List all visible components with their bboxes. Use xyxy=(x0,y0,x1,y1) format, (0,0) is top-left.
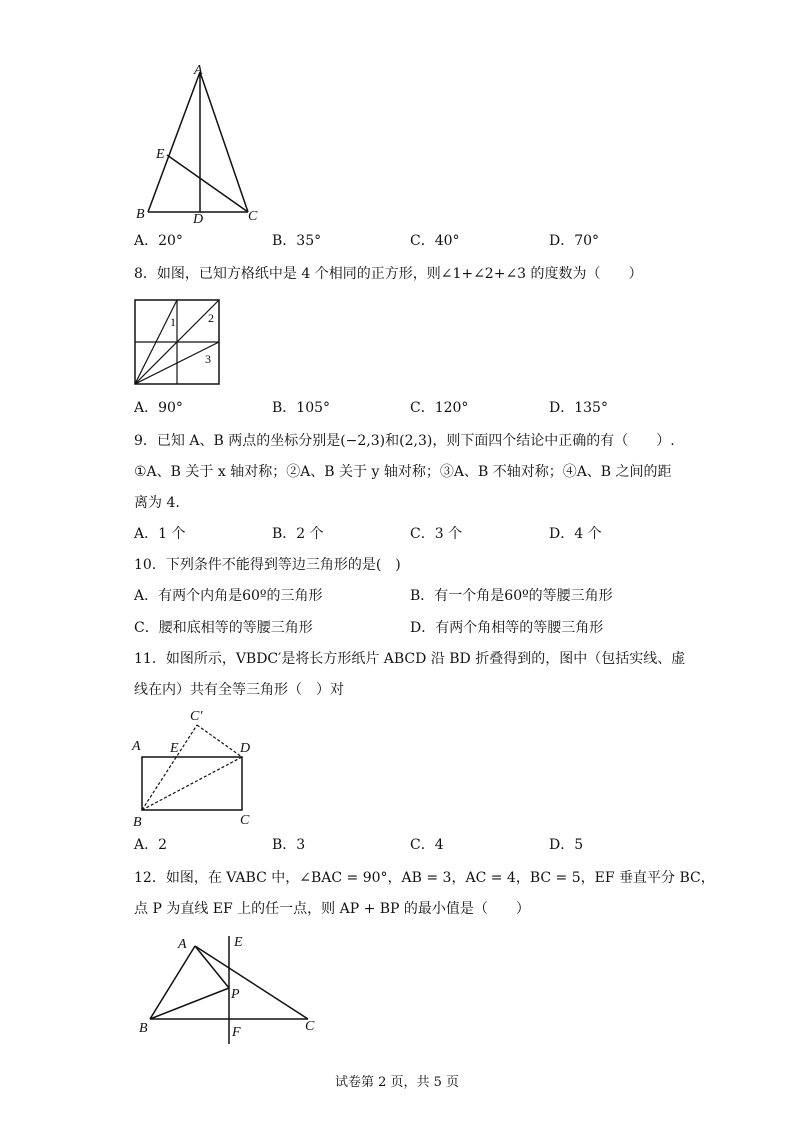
q11-label-e: E xyxy=(170,741,179,756)
q7-figure xyxy=(130,60,270,230)
q9-option-a: A．1 个 xyxy=(134,526,186,542)
q12-line2: 点 P 为直线 EF 上的任一点，则 AP + BP 的最小值是（ ） xyxy=(134,901,530,917)
q8-option-c: C．120° xyxy=(410,400,469,416)
q12-label-b: B xyxy=(139,1021,148,1036)
q10-option-d: D．有两个角相等的等腰三角形 xyxy=(410,620,604,636)
q12-figure xyxy=(135,926,325,1046)
q10-option-c: C．腰和底相等的等腰三角形 xyxy=(134,620,313,636)
q7-label-b: B xyxy=(136,207,145,222)
q11-label-c: C xyxy=(240,813,250,828)
q11-label-b: B xyxy=(133,815,142,828)
q12-stem: 12．如图，在 VABC 中，∠BAC = 90°，AB = 3，AC = 4，BC = 5，EF 垂直平分 BC， xyxy=(134,870,715,886)
q8-option-b: B．105° xyxy=(272,400,331,416)
q11-option-c: C．4 xyxy=(410,837,444,853)
q8-figure xyxy=(133,298,225,388)
q8-angle-1: 1 xyxy=(170,315,176,329)
q7-option-a: A．20° xyxy=(134,233,183,249)
q9-option-b: B．2 个 xyxy=(272,526,324,542)
q11-label-c-prime: C′ xyxy=(190,709,203,724)
q11-line2: 线在内）共有全等三角形（ ）对 xyxy=(134,682,344,698)
q11-option-a: A．2 xyxy=(134,837,168,853)
q10-option-a: A．有两个内角是60º的三角形 xyxy=(134,588,323,604)
q12-label-f: F xyxy=(232,1025,241,1040)
q9-stem: 9．已知 A、B 两点的坐标分别是(−2,3)和(2,3)，则下面四个结论中正确的有（ ）. xyxy=(134,433,675,449)
q8-option-d: D．135° xyxy=(549,400,608,416)
q12-label-a: A xyxy=(178,937,187,952)
q9-line2: ①A、B 关于 x 轴对称；②A、B 关于 y 轴对称；③A、B 不轴对称；④A、B 之间的距 xyxy=(134,464,672,480)
q8-angle-3: 3 xyxy=(205,352,211,366)
q7-label-c: C xyxy=(248,209,258,224)
q9-line3: 离为 4. xyxy=(134,495,180,511)
q9-option-c: C．3 个 xyxy=(410,526,463,542)
q11-label-a: A xyxy=(132,739,141,754)
q8-angle-2: 2 xyxy=(208,311,214,325)
q10-option-b: B．有一个角是60º的等腰三角形 xyxy=(410,588,613,604)
q11-option-d: D．5 xyxy=(549,837,584,853)
q10-stem: 10．下列条件不能得到等边三角形的是( ) xyxy=(134,557,401,573)
q7-option-d: D．70° xyxy=(549,233,600,249)
q12-label-p: P xyxy=(231,987,240,1002)
q11-stem: 11．如图所示，VBDC′是将长方形纸片 ABCD 沿 BD 折叠得到的，图中（包括实线、虚 xyxy=(134,651,686,667)
q11-option-b: B．3 xyxy=(272,837,306,853)
q7-option-c: C．40° xyxy=(410,233,460,249)
q7-option-b: B．35° xyxy=(272,233,322,249)
q11-label-d: D xyxy=(240,741,251,756)
q7-label-e: E xyxy=(156,147,165,162)
q8-option-a: A．90° xyxy=(134,400,183,416)
q7-label-a: A xyxy=(194,63,203,78)
q11-figure xyxy=(130,706,265,828)
q12-label-c: C xyxy=(305,1019,315,1034)
q9-option-d: D．4 个 xyxy=(549,526,602,542)
q7-label-d: D xyxy=(193,212,204,227)
q12-label-e: E xyxy=(234,935,243,950)
q8-stem: 8．如图，已知方格纸中是 4 个相同的正方形，则∠1+∠2+∠3 的度数为（ ） xyxy=(134,266,643,282)
page-footer: 试卷第 2 页，共 5 页 xyxy=(334,1075,460,1090)
